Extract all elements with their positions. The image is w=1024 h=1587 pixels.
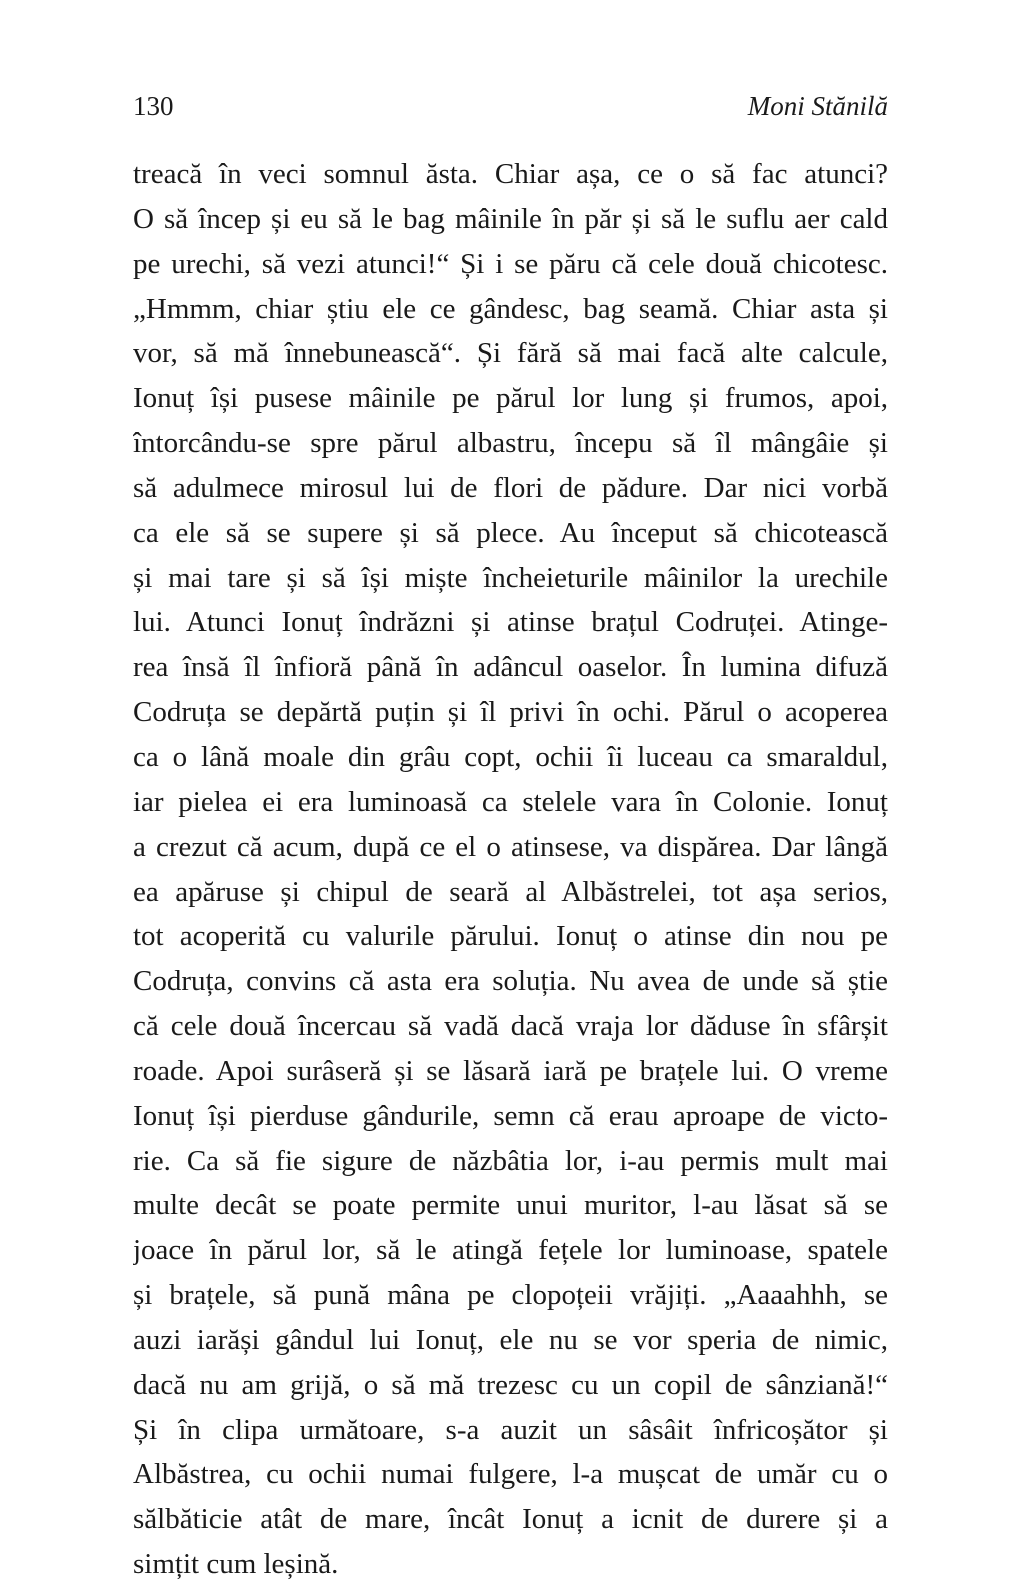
text-line: roade. Apoi surâseră și se lăsară iară pe brațele lui. O vreme [133,1054,888,1087]
text-line: ea apăruse și chipul de seară al Albăstrelei, tot așa serios, [133,875,888,908]
text-line: iar pielea ei era luminoasă ca stelele vara în Colonie. Ionuț [133,785,888,818]
text-line: „Hmmm, chiar știu ele ce gândesc, bag seamă. Chiar asta și [133,292,888,325]
text-line: treacă în veci somnul ăsta. Chiar așa, ce o să fac atunci? [133,158,888,190]
text-line: a crezut că acum, după ce el o atinsese, va dispărea. Dar lângă [133,830,888,863]
text-line: Codruța se depărtă puțin și îl privi în ochi. Părul o acoperea [133,696,888,729]
text-line-last: simțit cum leșină. [133,1548,339,1581]
text-line: multe decât se poate permite unui muritor, l-au lăsat să se [133,1189,888,1222]
body-text [133,152,888,1587]
running-head [133,88,888,128]
text-line: vor, să mă înnebunească“. Și fără să mai facă alte calcule, [133,337,888,370]
text-line: Și în clipa următoare, s-a auzit un sâsâit înfricoșător și [133,1413,888,1446]
text-line: sălbăticie atât de mare, încât Ionuț a icnit de durere și a [133,1503,888,1536]
text-line: dacă nu am grijă, o să mă trezesc cu un copil de sânziană!“ [133,1368,888,1401]
text-line: că cele două încercau să vadă dacă vraja lor dăduse în sfârșit [133,1010,888,1043]
running-head-author: Moni Stănilă [747,91,888,121]
text-line: tot acoperită cu valurile părului. Ionuț o atinse din nou pe [133,920,888,953]
page-number: 130 [133,91,174,121]
text-line: și brațele, să pună mâna pe clopoțeii vrăjiți. „Aaaahhh, se [133,1279,888,1312]
text-line: Codruța, convins că asta era soluția. Nu avea de unde să știe [133,965,888,998]
text-line: rie. Ca să fie sigure de năzbâtia lor, i-au permis mult mai [133,1144,888,1177]
text-line: auzi iarăși gândul lui Ionuț, ele nu se vor speria de nimic, [133,1323,888,1356]
text-line: ca o lână moale din grâu copt, ochii îi luceau ca smaraldul, [133,740,888,773]
text-line: pe urechi, să vezi atunci!“ Și i se păru că cele două chicotesc. [133,247,888,280]
text-line: întorcându-se spre părul albastru, începu să îl mângâie și [133,427,888,460]
text-line: și mai tare și să își miște încheieturile mâinilor la urechile [133,561,888,594]
text-line: joace în părul lor, să le atingă fețele lor luminoase, spatele [133,1234,888,1267]
text-line: ca ele să se supere și să plece. Au început să chicotească [133,516,888,549]
text-line: O să încep și eu să le bag mâinile în păr și să le suflu aer cald [133,202,888,235]
text-line: Ionuț își pierduse gândurile, semn că erau aproape de victo- [133,1099,888,1132]
text-line: Albăstrea, cu ochii numai fulgere, l-a mușcat de umăr cu o [133,1458,888,1491]
text-line: să adulmece mirosul lui de flori de pădure. Dar nici vorbă [133,471,888,504]
text-line: rea însă îl înfioră până în adâncul oaselor. În lumina difuză [133,651,888,684]
text-line: Ionuț își pusese mâinile pe părul lor lung și frumos, apoi, [133,382,888,415]
text-line: lui. Atunci Ionuț îndrăzni și atinse brațul Codruței. Atinge- [133,606,888,639]
